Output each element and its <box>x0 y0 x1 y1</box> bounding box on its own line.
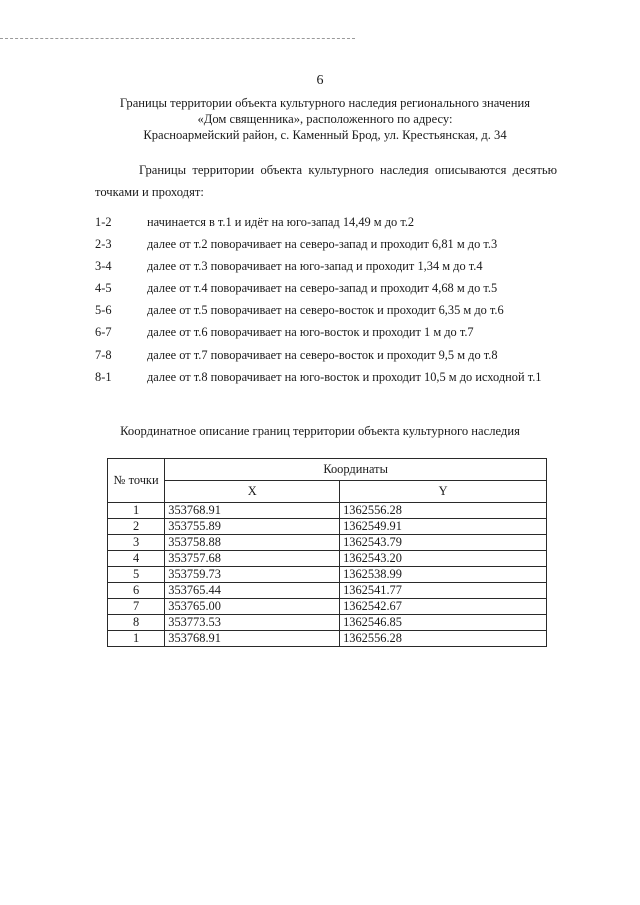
point-number: 5 <box>108 567 165 583</box>
x-coordinate: 353773.53 <box>165 615 340 631</box>
point-number: 7 <box>108 599 165 615</box>
coordinates-column-header: Координаты <box>165 459 547 481</box>
x-coordinate: 353758.88 <box>165 535 340 551</box>
segment-description: далее от т.5 поворачивает на северо-восток и проходит 6,35 м до т.6 <box>147 303 504 318</box>
y-coordinate: 1362542.67 <box>340 599 547 615</box>
y-coordinate: 1362556.28 <box>340 631 547 647</box>
top-dashed-rule <box>0 38 355 39</box>
x-coordinate: 353755.89 <box>165 519 340 535</box>
segment-label: 7-8 <box>95 347 112 362</box>
table-row <box>108 503 547 519</box>
segment-label: 5-6 <box>95 303 112 318</box>
table-row <box>108 567 547 583</box>
table-row <box>108 615 547 631</box>
x-coordinate: 353765.00 <box>165 599 340 615</box>
segment-label: 8-1 <box>95 369 112 384</box>
heading-line-1: Границы территории объекта культурного наследия регионального значения <box>119 96 531 110</box>
point-number: 1 <box>108 503 165 519</box>
list-item <box>95 303 565 318</box>
table-row <box>108 599 547 615</box>
point-number: 1 <box>108 631 165 647</box>
coordinates-caption: Координатное описание границ территории объекта культурного наследия <box>120 424 520 438</box>
segment-description: далее от т.6 поворачивает на юго-восток и проходит 1 м до т.7 <box>147 325 474 340</box>
list-item <box>95 370 565 385</box>
x-coordinate: 353757.68 <box>165 551 340 567</box>
list-item <box>95 237 565 252</box>
segment-description: далее от т.7 поворачивает на северо-восток и проходит 9,5 м до т.8 <box>147 347 498 362</box>
x-coordinate: 353765.44 <box>165 583 340 599</box>
list-item <box>95 348 565 363</box>
segment-label: 1-2 <box>95 215 112 229</box>
table-subheader-row <box>108 481 547 503</box>
x-coordinate: 353768.91 <box>165 503 340 519</box>
list-item <box>95 325 565 340</box>
point-column-header: № точки <box>108 459 165 503</box>
y-coordinate: 1362549.91 <box>340 519 547 535</box>
coordinates-table <box>107 458 547 647</box>
y-coordinate: 1362546.85 <box>340 615 547 631</box>
heading-line-2: «Дом священника», расположенного по адресу: <box>197 112 453 126</box>
point-number: 4 <box>108 551 165 567</box>
point-number: 3 <box>108 535 165 551</box>
point-number: 6 <box>108 583 165 599</box>
y-column-header: Y <box>340 481 547 503</box>
point-number: 8 <box>108 615 165 631</box>
y-coordinate: 1362543.20 <box>340 551 547 567</box>
segment-label: 6-7 <box>95 325 112 340</box>
table-row <box>108 631 547 647</box>
x-coordinate: 353759.73 <box>165 567 340 583</box>
list-item <box>95 281 565 296</box>
segment-description: далее от т.8 поворачивает на юго-восток и проходит 10,5 м до исходной т.1 <box>147 369 542 384</box>
table-row <box>108 519 547 535</box>
segment-description: далее от т.2 поворачивает на северо-запад и проходит 6,81 м до т.3 <box>147 237 498 252</box>
point-number: 2 <box>108 519 165 535</box>
segment-label: 4-5 <box>95 281 112 296</box>
list-item <box>95 259 565 274</box>
y-coordinate: 1362538.99 <box>340 567 547 583</box>
segment-label: 3-4 <box>95 259 112 274</box>
segment-description: далее от т.4 поворачивает на северо-запад и проходит 4,68 м до т.5 <box>147 281 498 296</box>
y-coordinate: 1362543.79 <box>340 535 547 551</box>
table-header-row <box>108 459 547 481</box>
x-coordinate: 353768.91 <box>165 631 340 647</box>
heading-line-3: Красноармейский район, с. Каменный Брод, ул. Крестьянская, д. 34 <box>143 128 507 142</box>
table-row <box>108 551 547 567</box>
boundary-list <box>95 215 565 392</box>
list-item <box>95 215 565 230</box>
segment-label: 2-3 <box>95 237 112 252</box>
document-heading <box>90 95 560 143</box>
x-column-header: X <box>165 481 340 503</box>
table-row <box>108 535 547 551</box>
y-coordinate: 1362556.28 <box>340 503 547 519</box>
intro-text: Границы территории объекта культурного наследия описываются десятью точками и проходят: <box>95 163 557 199</box>
page-number: 6 <box>316 73 324 88</box>
segment-description: далее от т.3 поворачивает на юго-запад и проходит 1,34 м до т.4 <box>147 259 483 274</box>
intro-paragraph <box>95 159 557 203</box>
segment-description: начинается в т.1 и идёт на юго-запад 14,49 м до т.2 <box>147 215 415 229</box>
table-row <box>108 583 547 599</box>
y-coordinate: 1362541.77 <box>340 583 547 599</box>
